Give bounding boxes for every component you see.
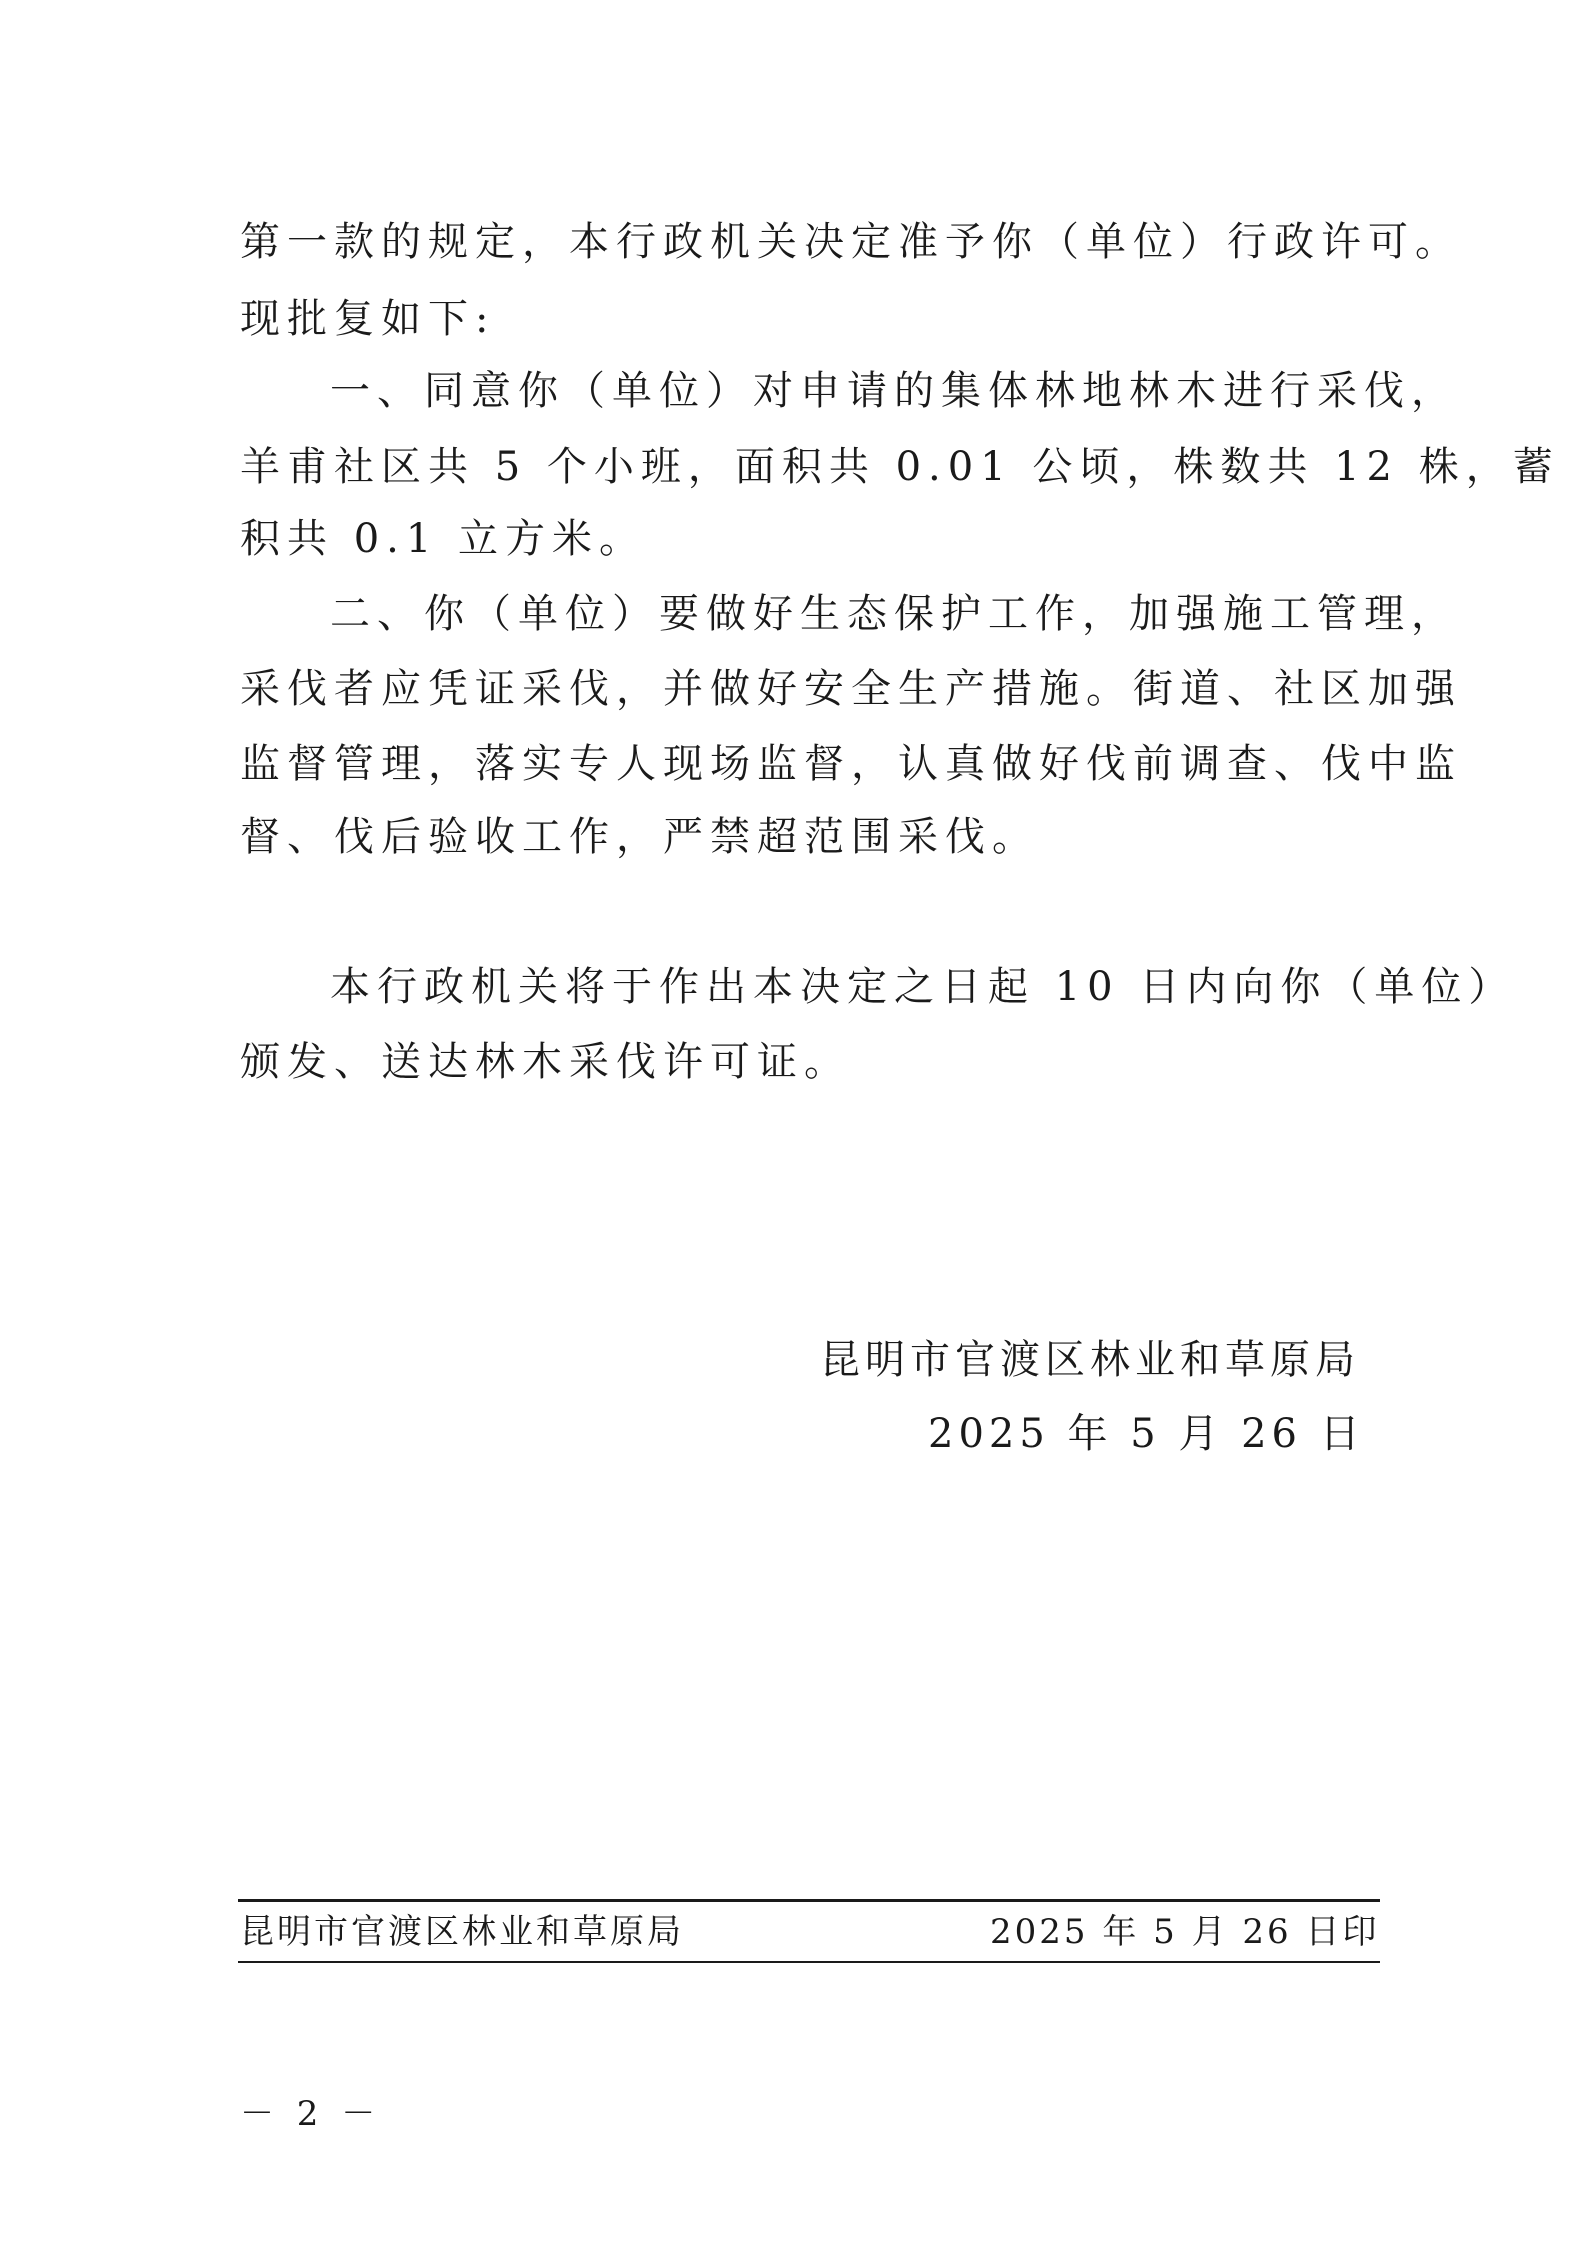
body-line-6: 二、你（单位）要做好生态保护工作，加强施工管理，	[330, 591, 1458, 637]
body-line-1: 第一款的规定，本行政机关决定准予你（单位）行政许可。	[240, 219, 1462, 265]
body-line-5: 积共 0.1 立方米。	[240, 516, 647, 562]
footer-bottom-rule	[238, 1961, 1380, 1963]
footer-top-rule	[238, 1899, 1380, 1902]
body-line-11: 颁发、送达林木采伐许可证。	[240, 1039, 851, 1085]
body-line-8: 监督管理，落实专人现场监督，认真做好伐前调查、伐中监	[240, 741, 1462, 787]
signature-organization: 昆明市官渡区林业和草原局	[820, 1337, 1360, 1383]
footer-print-date: 2025 年 5 月 26 日印	[990, 1912, 1380, 1952]
body-line-3: 一、同意你（单位）对申请的集体林地林木进行采伐，	[330, 368, 1458, 414]
page-number: － 2 －	[240, 2094, 382, 2134]
footer-issuer: 昆明市官渡区林业和草原局	[240, 1912, 684, 1952]
body-line-9: 督、伐后验收工作，严禁超范围采伐。	[240, 814, 1039, 860]
body-line-2: 现批复如下:	[240, 296, 496, 342]
signature-date: 2025 年 5 月 26 日	[928, 1411, 1365, 1457]
body-line-7: 采伐者应凭证采伐，并做好安全生产措施。街道、社区加强	[240, 666, 1462, 712]
body-line-10: 本行政机关将于作出本决定之日起 10 日内向你（单位）	[330, 964, 1516, 1010]
body-line-4: 羊甫社区共 5 个小班，面积共 0.01 公顷，株数共 12 株，蓄	[240, 444, 1560, 490]
